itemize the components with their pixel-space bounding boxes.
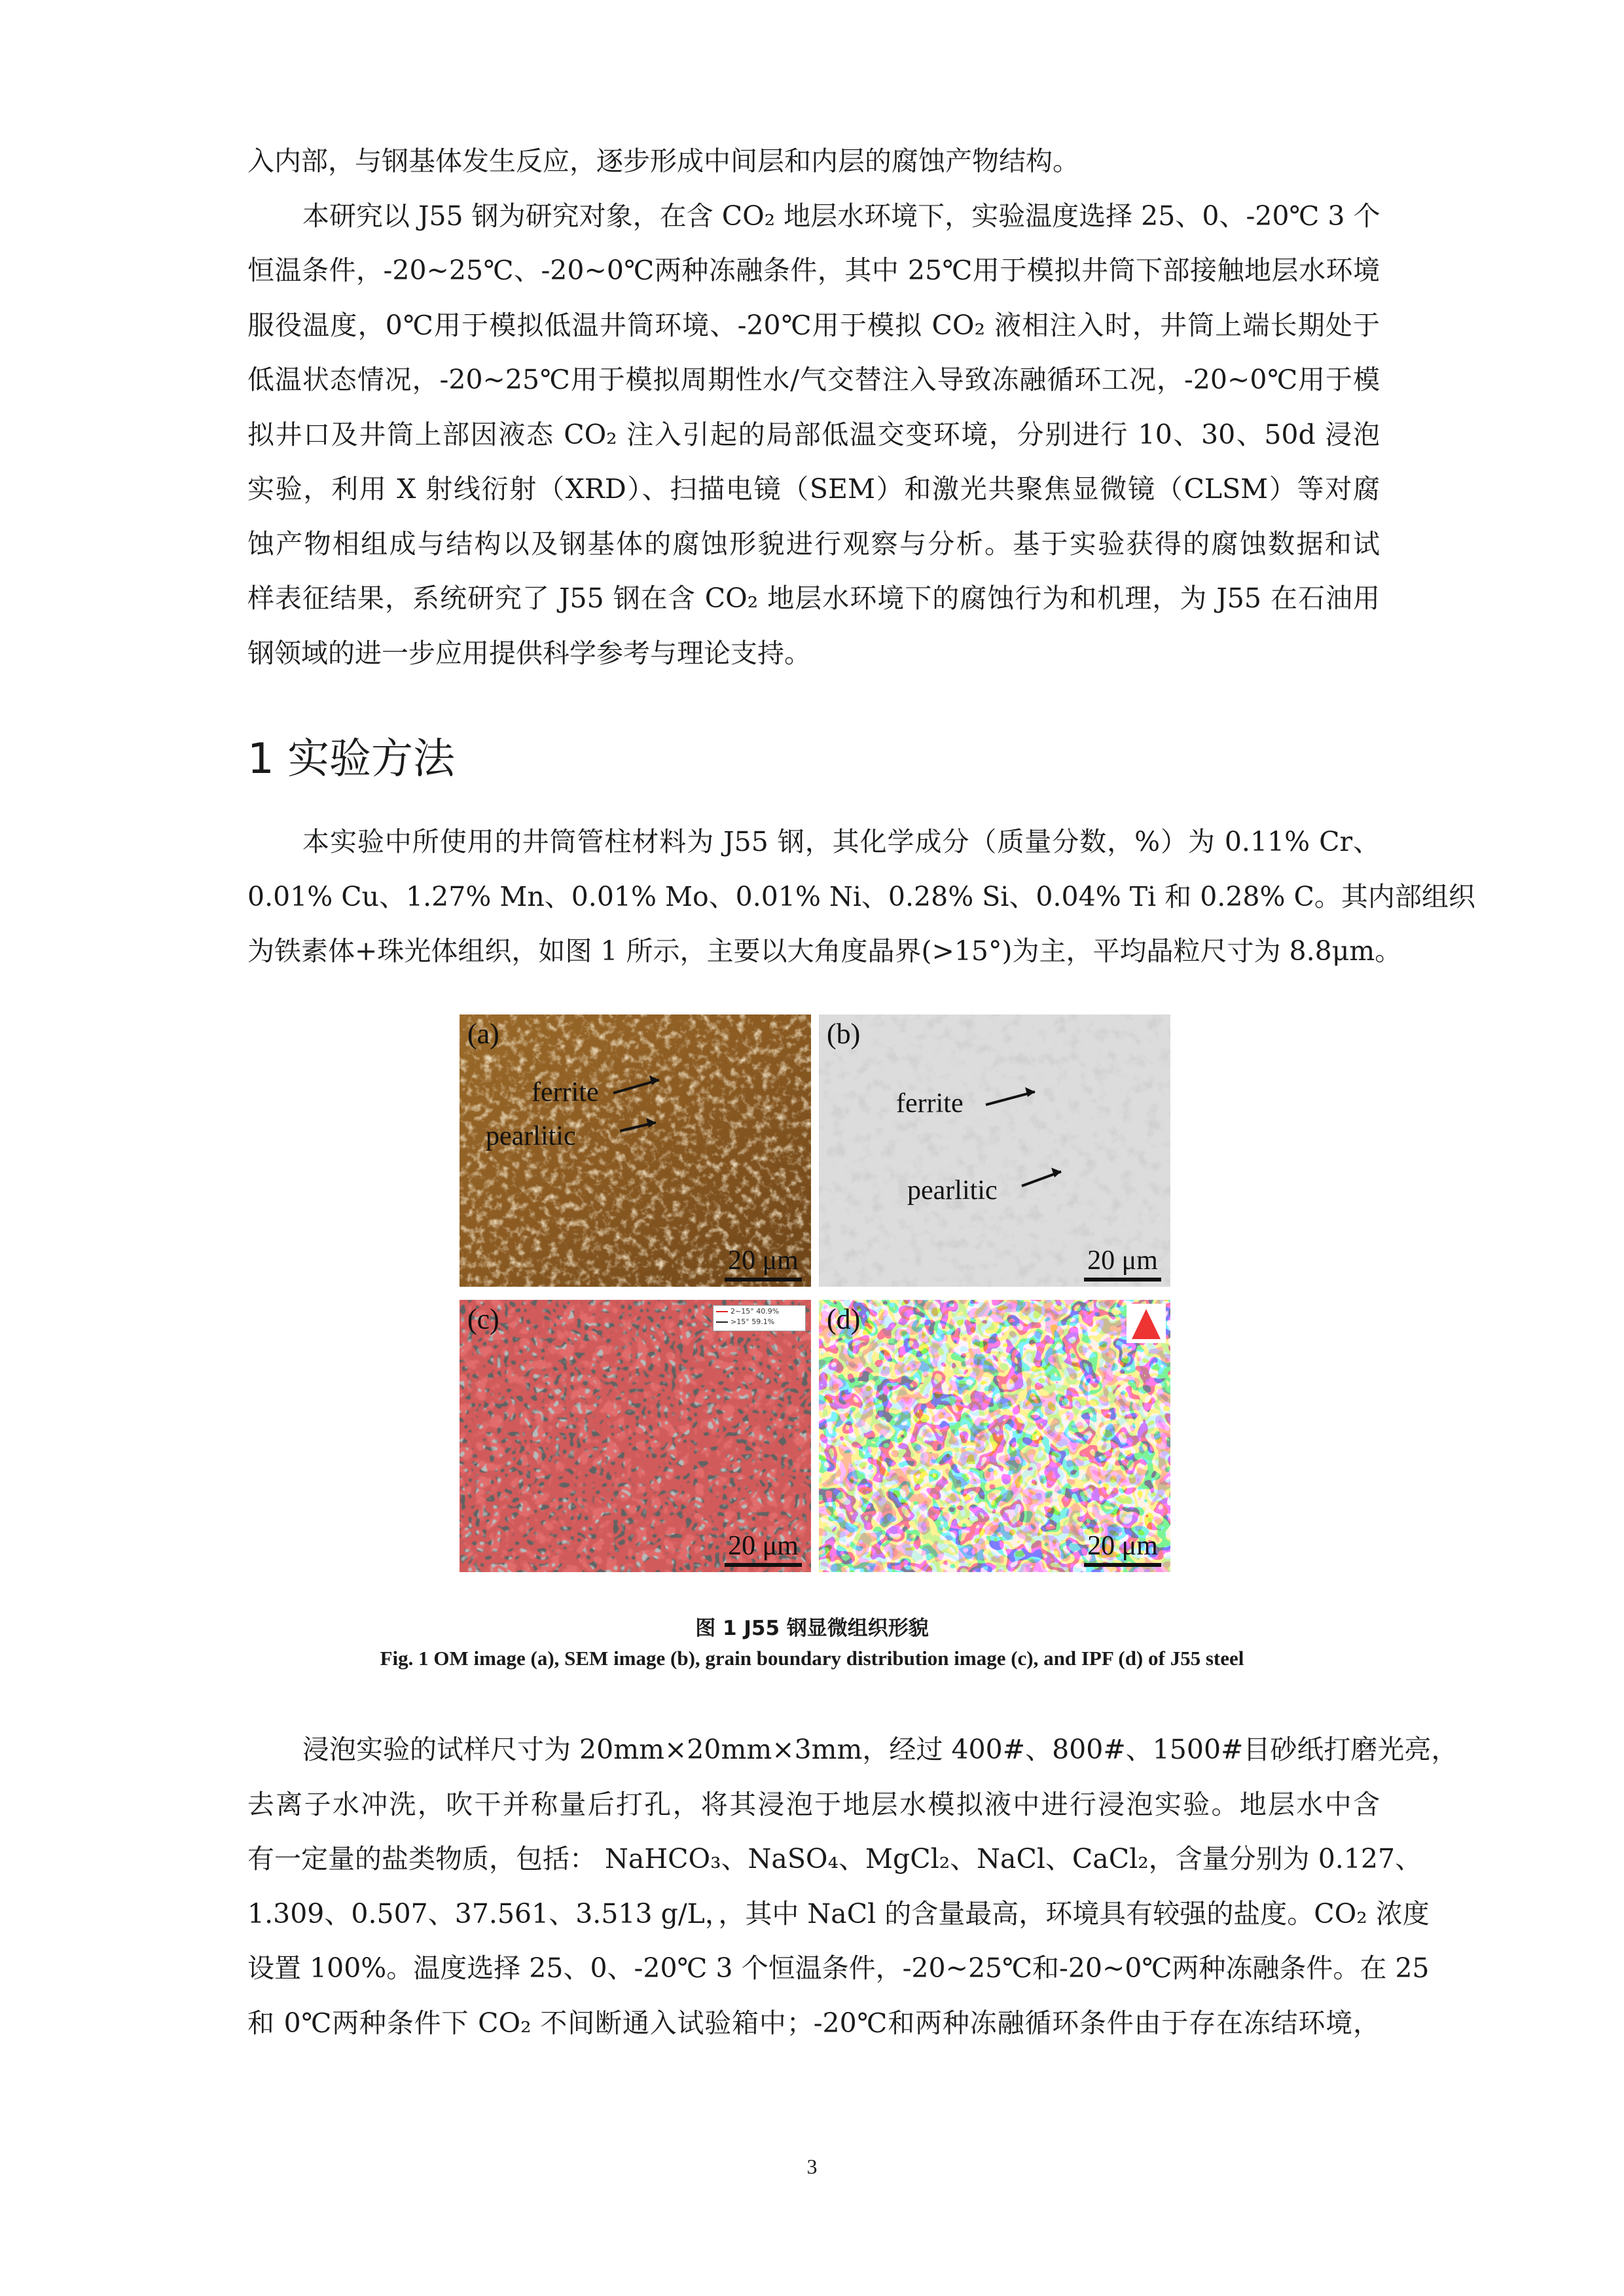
text-line: 本实验中所使用的井筒管柱材料为 J55 钢，其化学成分（质量分数，%）为 0.11% Cr、	[302, 826, 1380, 857]
figure-1	[460, 1014, 1170, 1572]
legend-low-angle: 2~15° 40.9%	[731, 1307, 780, 1316]
panel-c-grain-boundary-image	[460, 1300, 811, 1572]
figure-caption-cn: 图 1 J55 钢显微组织形貌	[695, 1617, 929, 1640]
annotation-pearlitic: pearlitic	[907, 1175, 998, 1206]
scale-label: 20 μm	[1087, 1531, 1158, 1561]
scale-bar	[725, 1245, 802, 1282]
text-line: 入内部，与钢基体发生反应，逐步形成中间层和内层的腐蚀产物结构。	[247, 145, 1079, 177]
text-line: 低温状态情况，-20~25℃用于模拟周期性水/气交替注入导致冻融循环工况，-20~0℃用于模	[247, 364, 1380, 395]
figure-caption-en: Fig. 1 OM image (a), SEM image (b), grain boundary distribution image (c), and IPF (d) of J55 steel	[380, 1647, 1244, 1670]
panel-b-sem-image	[819, 1014, 1170, 1287]
ipf-color-key	[1127, 1304, 1166, 1343]
panel-a-om-image	[460, 1014, 811, 1287]
intro-paragraph	[247, 134, 1380, 681]
panel-label: (d)	[827, 1303, 861, 1335]
text-line: 为铁素体+珠光体组织，如图 1 所示，主要以大角度晶界(>15°)为主，平均晶粒尺寸为 8.8μm。	[247, 935, 1402, 967]
text-line: 浸泡实验的试样尺寸为 20mm×20mm×3mm，经过 400#、800#、1500#目砂纸打磨光亮，	[302, 1734, 1458, 1765]
text-line: 蚀产物相组成与结构以及钢基体的腐蚀形貌进行观察与分析。基于实验获得的腐蚀数据和试	[247, 528, 1380, 560]
text-line: 样表征结果，系统研究了 J55 钢在含 CO₂ 地层水环境下的腐蚀行为和机理，为 J55 在石油用	[247, 583, 1380, 614]
scale-bar	[725, 1530, 802, 1567]
text-line: 0.01% Cu、1.27% Mn、0.01% Mo、0.01% Ni、0.28% Si、0.04% Ti 和 0.28% C。其内部组织	[247, 880, 1475, 912]
scale-bar	[1084, 1245, 1161, 1282]
text-line: 实验，利用 X 射线衍射（XRD）、扫描电镜（SEM）和激光共聚焦显微镜（CLSM）等对腐	[247, 473, 1380, 505]
scale-line	[725, 1563, 802, 1567]
scale-line	[1084, 1563, 1161, 1567]
annotation-ferrite: ferrite	[896, 1088, 964, 1119]
text-line: 服役温度，0℃用于模拟低温井筒环境、-20℃用于模拟 CO₂ 液相注入时，井筒上端长期处于	[247, 309, 1380, 341]
text-line: 恒温条件，-20~25℃、-20~0℃两种冻融条件，其中 25℃用于模拟井筒下部接触地层水环境	[247, 255, 1380, 286]
panel-label: (b)	[827, 1018, 861, 1050]
text-line: 本研究以 J55 钢为研究对象，在含 CO₂ 地层水环境下，实验温度选择 25、0、-20℃ 3 个	[302, 200, 1380, 232]
text-line: 钢领域的进一步应用提供科学参考与理论支持。	[247, 637, 811, 669]
text-line: 拟井口及井筒上部因液态 CO₂ 注入引起的局部低温交变环境，分别进行 10、30、50d 浸泡	[247, 418, 1380, 450]
section-paragraph	[247, 815, 1475, 979]
scale-bar	[1084, 1530, 1161, 1567]
scale-label: 20 μm	[1087, 1246, 1158, 1276]
immersion-paragraph	[247, 1723, 1458, 2051]
text-line: 去离子水冲洗，吹干并称量后打孔，将其浸泡于地层水模拟液中进行浸泡实验。地层水中含	[247, 1788, 1380, 1820]
text-line: 1.309、0.507、37.561、3.513 g/L，，其中 NaCl 的含量最高，环境具有较强的盐度。CO₂ 浓度	[247, 1897, 1430, 1929]
section-heading: 1 实验方法	[247, 735, 456, 783]
annotation-ferrite: ferrite	[532, 1077, 599, 1107]
panel-label: (a)	[467, 1018, 499, 1050]
page-number: 3	[806, 2155, 818, 2178]
panel-d-ipf-image	[819, 1300, 1170, 1572]
text-line: 设置 100%。温度选择 25、0、-20℃ 3 个恒温条件，-20~25℃和-20~0℃两种冻融条件。在 25	[247, 1952, 1430, 1984]
text-line: 和 0℃两种条件下 CO₂ 不间断通入试验箱中；-20℃和两种冻融循环条件由于存在冻结环境，	[247, 2007, 1380, 2039]
annotation-pearlitic: pearlitic	[486, 1121, 576, 1151]
scale-line	[725, 1278, 802, 1282]
text-line: 有一定量的盐类物质，包括： NaHCO₃、NaSO₄、MgCl₂、NaCl、CaCl₂，含量分别为 0.127、	[247, 1843, 1422, 1874]
panel-label: (c)	[467, 1303, 499, 1335]
scale-line	[1084, 1278, 1161, 1282]
legend-high-angle: >15° 59.1%	[731, 1318, 775, 1326]
scale-label: 20 μm	[728, 1246, 799, 1276]
scale-label: 20 μm	[728, 1531, 799, 1561]
boundary-legend	[713, 1305, 806, 1331]
